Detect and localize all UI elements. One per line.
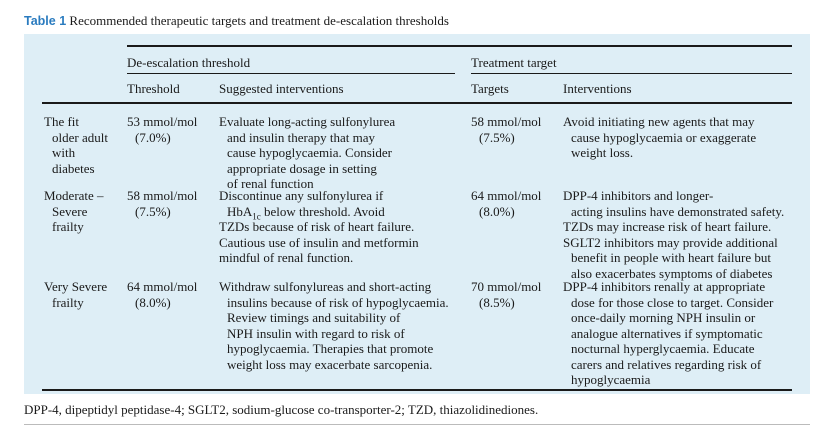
row-suggested-interventions: Discontinue any sulfonylurea if HbA$_{1c}$ below threshold. Avoid TZDs because of risk of heart failure. Cautious use of insulin and metformin mindful of renal function. bbox=[219, 188, 419, 265]
row-interventions: DPP-4 inhibitors and longer- acting insulins have demonstrated safety. TZDs may increase risk of heart failure. SGLT2 inhibitors may provide additional benefit in people with heart failure but also exacerbates symptoms of diabetes bbox=[563, 188, 785, 281]
treatment-group-rule bbox=[471, 73, 792, 74]
row-threshold: 53 mmol/mol (7.0%) bbox=[127, 114, 198, 145]
row-interventions: DPP-4 inhibitors renally at appropriate dose for those close to target. Consider once-daily morning NPH insulin or analogue alternatives if symptomatic nocturnal hyperglycaemia. Educate carers and relatives regarding risk of hypoglycaemia bbox=[563, 279, 774, 387]
row-category: Very Severe frailty bbox=[44, 279, 108, 310]
row-suggested-interventions: Withdraw sulfonylureas and short-acting insulins because of risk of hypoglycaemia. Review timings and suitability of NPH insulin with regard to risk of hypoglycaemia. Therapies that promote weight loss may exacerbate sarcopenia. bbox=[219, 279, 449, 372]
table-caption bbox=[24, 12, 449, 30]
header-targets: Targets bbox=[471, 81, 509, 96]
header-treatment-target: Treatment target bbox=[471, 55, 557, 70]
header-suggested-interventions: Suggested interventions bbox=[219, 81, 344, 96]
footnote-bottom-rule bbox=[24, 424, 810, 425]
row-target: 70 mmol/mol (8.5%) bbox=[471, 279, 542, 310]
table-footnote: DPP-4, dipeptidyl peptidase-4; SGLT2, sodium-glucose co-transporter-2; TZD, thiazolidinediones. bbox=[24, 402, 539, 417]
table-title: Recommended therapeutic targets and treatment de-escalation thresholds bbox=[66, 13, 449, 28]
row-category: Moderate – Severe frailty bbox=[44, 188, 104, 234]
table-top-rule bbox=[127, 45, 792, 47]
row-threshold: 64 mmol/mol (8.0%) bbox=[127, 279, 198, 310]
table-number: Table 1 bbox=[24, 14, 67, 28]
header-interventions: Interventions bbox=[563, 81, 632, 96]
row-suggested-interventions: Evaluate long-acting sulfonylurea and insulin therapy that may cause hypoglycaemia. Consider appropriate dosage in setting of renal function bbox=[219, 114, 396, 191]
header-threshold: Threshold bbox=[127, 81, 180, 96]
row-threshold: 58 mmol/mol (7.5%) bbox=[127, 188, 198, 219]
row-interventions: Avoid initiating new agents that may cause hypoglycaemia or exaggerate weight loss. bbox=[563, 114, 757, 160]
header-deescalation-threshold: De-escalation threshold bbox=[127, 55, 251, 70]
row-target: 64 mmol/mol (8.0%) bbox=[471, 188, 542, 219]
row-target: 58 mmol/mol (7.5%) bbox=[471, 114, 542, 145]
row-category: The fit older adult with diabetes bbox=[44, 114, 108, 176]
table-bottom-rule bbox=[42, 389, 792, 391]
deescalation-group-rule bbox=[127, 73, 455, 74]
header-bottom-rule bbox=[42, 102, 792, 104]
